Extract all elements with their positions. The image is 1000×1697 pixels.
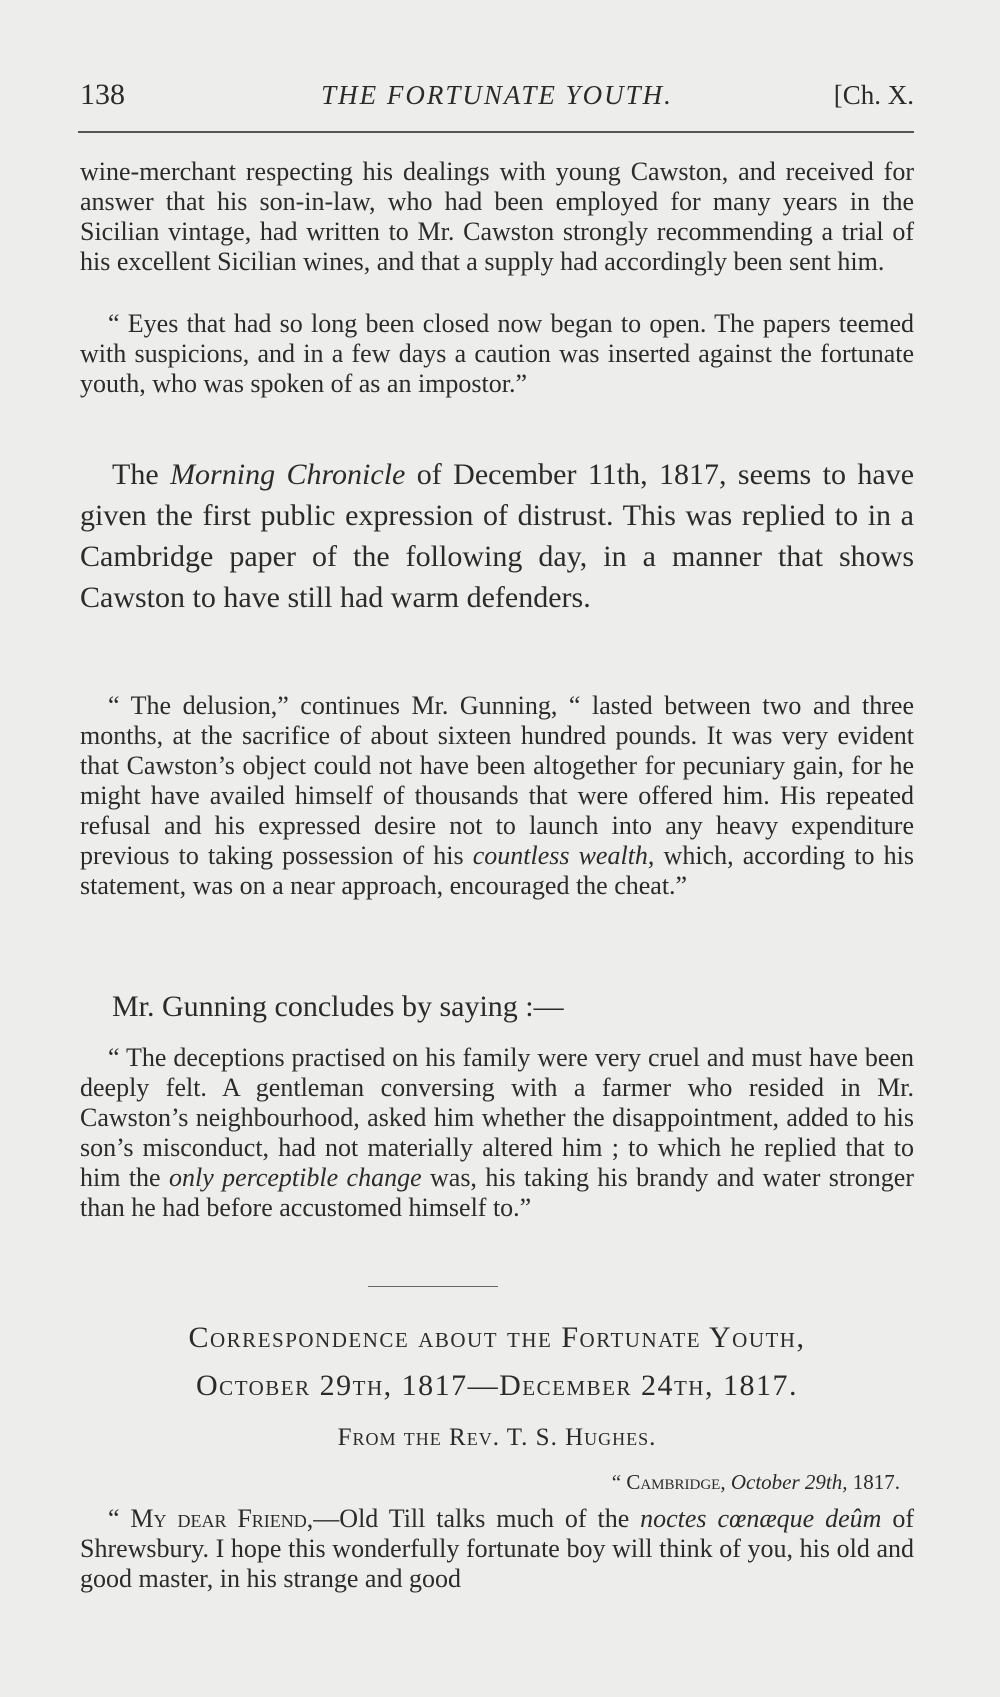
section-heading [80, 1314, 914, 1410]
quoted-paragraph-wine-merchant [80, 157, 914, 277]
narrative-paragraph-morning-chronicle [80, 454, 914, 618]
salutation: “ My dear Friend, [108, 1504, 314, 1533]
paragraph-text: “ The delusion,” continues Mr. Gunning, “ lasted between two and three months, at the sacrifice of about sixteen hundred pounds. It was very evident that Cawston’s object could not have been altogether for pecuniary gain, for he might have availed himself of thousands that were offered him. His repeated refusal and his expressed desire not to launch into any heavy expenditure previous to taking possession of his countless wealth, which, according to his statement, was on a near approach, encouraged the cheat.” [80, 691, 915, 900]
narrative-paragraph-concludes [80, 986, 914, 1027]
paragraph-text: The Morning Chronicle of December 11th, 1817, seems to have given the first public expression of distrust. This was replied to in a Cambridge paper of the following day, in a manner that shows Cawston to have still had warm defenders. [80, 458, 915, 614]
chapter-label: [Ch. X. [833, 80, 914, 110]
letter-from-line: From the Rev. T. S. Hughes. [337, 1424, 657, 1451]
quoted-paragraph-delusion [80, 691, 914, 901]
letter-body [80, 1504, 914, 1594]
paragraph-text: Mr. Gunning concludes by saying :— [112, 990, 564, 1023]
emphasis: only perceptible change [169, 1163, 422, 1192]
page-number: 138 [80, 78, 125, 111]
running-header [80, 78, 914, 118]
newspaper-title: Morning Chronicle [170, 458, 406, 491]
paragraph-text: “ Eyes that had so long been closed now began to open. The papers teemed with suspicions, and in a few days a caution was inserted against the fortunate youth, who was spoken of as an impostor.” [80, 309, 914, 398]
section-heading-line-2: October 29th, 1817—December 24th, 1817. [196, 1369, 798, 1402]
running-title: THE FORTUNATE YOUTH. [321, 80, 673, 110]
emphasis: countless wealth [472, 841, 648, 870]
paragraph-text: “ The deceptions practised on his family were very cruel and must have been deeply felt. A gentleman conversing with a farmer who resided in Mr. Cawston’s neighbourhood, asked him whether the disappointment, added to his son’s misconduct, had not materially altered him ; to which he replied that to him the only perceptible change was, his taking his brandy and water stronger than he had before accustomed himself to.” [80, 1043, 915, 1222]
latin-phrase: noctes cœnæque deûm [640, 1504, 882, 1533]
letter-dateline: “ Cambridge, October 29th, 1817. [611, 1470, 900, 1494]
section-separator [368, 1286, 498, 1287]
section-heading-line-1: Correspondence about the Fortunate Youth, [188, 1321, 806, 1354]
quoted-paragraph-deceptions [80, 1043, 914, 1223]
paragraph-text: wine-merchant respecting his dealings with young Cawston, and received for answer that his son-in-law, who had been employed for many years in the Sicilian vintage, had written to Mr. Cawston strongly recommending a trial of his excellent Sicilian wines, and that a supply had accordingly been sent him. [80, 157, 914, 276]
paragraph-text: “ My dear Friend,—Old Till talks much of the noctes cœnæque deûm of Shrewsbury. I hope this wonderfully fortunate boy will think of you, his old and good master, in his strange and good [80, 1504, 914, 1593]
header-rule [78, 131, 914, 133]
quoted-paragraph-eyes [80, 309, 914, 399]
